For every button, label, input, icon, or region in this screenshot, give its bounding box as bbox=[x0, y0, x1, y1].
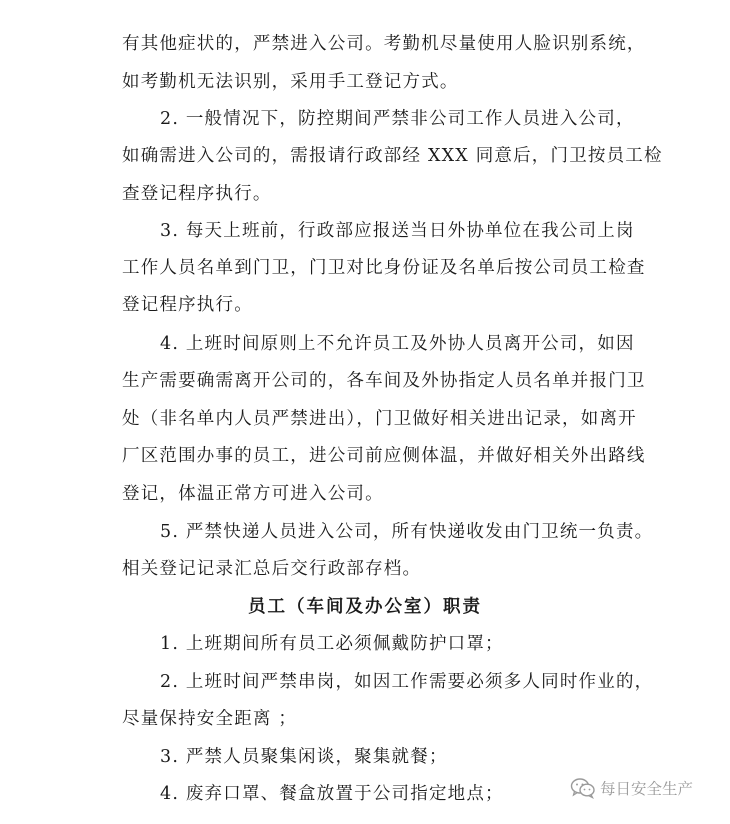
text-line: 生产需要确需离开公司的，各车间及外协指定人员名单并报门卫 bbox=[122, 371, 646, 391]
text-line: 尽量保持安全距离 ； bbox=[122, 709, 298, 729]
wechat-icon bbox=[570, 777, 596, 799]
text-line: 5. 严禁快递人员进入公司，所有快递收发由门卫统一负责。 bbox=[160, 522, 654, 542]
text-line: 登记程序执行。 bbox=[122, 295, 253, 315]
text-line: 3. 严禁人员聚集闲谈，聚集就餐； bbox=[160, 747, 448, 767]
text-line: 2. 上班时间严禁串岗，如因工作需要必须多人同时作业的， bbox=[160, 672, 654, 692]
text-line: 有其他症状的，严禁进入公司。考勤机尽量使用人脸识别系统， bbox=[122, 34, 646, 54]
text-line: 厂区范围办事的员工，进公司前应侧体温，并做好相关外出路线 bbox=[122, 446, 646, 466]
text-line: 查登记程序执行。 bbox=[122, 184, 272, 204]
text-line: 3. 每天上班前，行政部应报送当日外协单位在我公司上岗 bbox=[160, 221, 635, 241]
text-line: 4. 废弃口罩、餐盒放置于公司指定地点； bbox=[160, 784, 504, 804]
text-line: 2. 一般情况下，防控期间严禁非公司工作人员进入公司， bbox=[160, 109, 635, 129]
text-line: 工作人员名单到门卫，门卫对比身份证及名单后按公司员工检查 bbox=[122, 258, 646, 278]
text-line: 如考勤机无法识别，采用手工登记方式。 bbox=[122, 72, 459, 92]
text-line: 1. 上班期间所有员工必须佩戴防护口罩； bbox=[160, 634, 504, 654]
text-line: 如确需进入公司的，需报请行政部经 XXX 同意后，门卫按员工检 bbox=[122, 146, 663, 166]
watermark bbox=[570, 776, 693, 800]
text-line: 相关登记记录汇总后交行政部存档。 bbox=[122, 559, 422, 579]
text-line: 处（非名单内人员严禁进出），门卫做好相关进出记录，如离开 bbox=[122, 409, 637, 429]
watermark-text: 每日安全生产 bbox=[600, 780, 694, 798]
text-line: 4. 上班时间原则上不允许员工及外协人员离开公司，如因 bbox=[160, 334, 635, 354]
section-heading: 员工（车间及办公室）职责 bbox=[248, 597, 482, 617]
text-line: 登记，体温正常方可进入公司。 bbox=[122, 484, 384, 504]
